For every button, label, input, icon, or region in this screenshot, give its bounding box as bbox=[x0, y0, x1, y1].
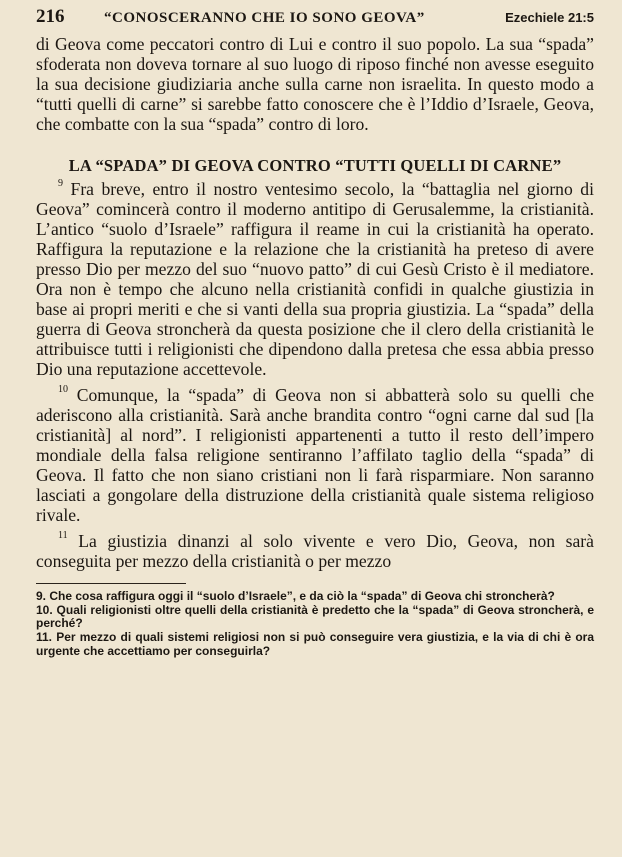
footnote-divider bbox=[36, 583, 186, 584]
footnote-item bbox=[36, 631, 594, 658]
paragraph-11 bbox=[36, 531, 594, 571]
footnote-item bbox=[36, 590, 594, 603]
footnote-number: 10. bbox=[36, 602, 53, 617]
intro-paragraph: di Geova come peccatori contro di Lui e contro il suo popolo. La sua “spada” sfoderata non doveva tornare al suo luogo di riposo finché non avesse eseguito la sua decisione giudiziaria anche sulla carne non israelita. In questo modo a “tutti quelli di carne” si sarebbe fatto conoscere che è l’Iddio d’Israele, Geova, che combatte con la sua “spada” contro di loro. bbox=[36, 34, 594, 134]
paragraph-text: La giustizia dinanzi al solo vivente e vero Dio, Geova, non sarà conseguita per mezzo della cristianità o per mezzo bbox=[36, 531, 594, 571]
footnote-text: Che cosa raffigura oggi il “suolo d’Israele”, e da ciò la “spada” di Geova chi stroncherà? bbox=[49, 589, 555, 603]
paragraph-9 bbox=[36, 179, 594, 379]
study-questions bbox=[36, 590, 594, 658]
paragraph-number: 11 bbox=[58, 530, 68, 541]
footnote-item bbox=[36, 604, 594, 631]
paragraph-text: Comunque, la “spada” di Geova non si abbatterà solo su quelli che aderiscono alla cristianità. Sarà anche brandita contro “ogni carne dal sud [la cristianità] al nord”. I religionisti appartenenti a tutto il resto dell’impero mondiale della falsa religione sentiranno l’affilato taglio della “spada” di Geova. Il fatto che non siano cristiani non li farà risparmiare. Non saranno lasciati a gongolare della distruzione della cristianità quale sistema religioso rivale. bbox=[36, 385, 594, 525]
page-number: 216 bbox=[36, 6, 65, 27]
running-title: “CONOSCERANNO CHE IO SONO GEOVA” bbox=[104, 10, 425, 26]
paragraph-number: 10 bbox=[58, 384, 68, 395]
footnote-text: Quali religionisti oltre quelli della cristianità è predetto che la “spada” di Geova stroncherà, e perché? bbox=[36, 602, 594, 631]
footnote-number: 11. bbox=[36, 630, 53, 645]
section-heading: LA “SPADA” DI GEOVA CONTRO “TUTTI QUELLI DI CARNE” bbox=[68, 156, 562, 175]
footnote-number: 9. bbox=[36, 589, 47, 603]
paragraph-10 bbox=[36, 385, 594, 525]
paragraph-text: Fra breve, entro il nostro ventesimo secolo, la “battaglia nel giorno di Geova” comincerà contro il moderno antitipo di Gerusalemme, la cristianità. L’antico “suolo d’Israele” raffigura il reame in cui la cristianità ha operato. Raffigura la reputazione e la relazione che la cristianità ha preteso di avere presso Dio per mezzo del suo “nuovo patto” di cui Gesù Cristo è il mediatore. Ora non è tempo che alcuno nella cristianità confidi in qualche giustizia in base ai propri meriti e che si vanti della sua propria giustizia. La “spada” della guerra di Geova stroncherà da questa posizione che il clero della cristianità le attribuisce tutti i religionisti che dipendono dalla pretesa che essa abbia presso Dio una reputazione accettevole. bbox=[36, 179, 594, 379]
body-text bbox=[36, 34, 594, 571]
footnote-text: Per mezzo di quali sistemi religiosi non si può conseguire vera giustizia, e la via di chi è ora urgente che accettiamo per conseguirla? bbox=[36, 630, 594, 658]
paragraph-number: 9 bbox=[58, 178, 63, 189]
chapter-reference: Ezechiele 21:5 bbox=[505, 10, 594, 25]
page-header bbox=[36, 6, 594, 34]
